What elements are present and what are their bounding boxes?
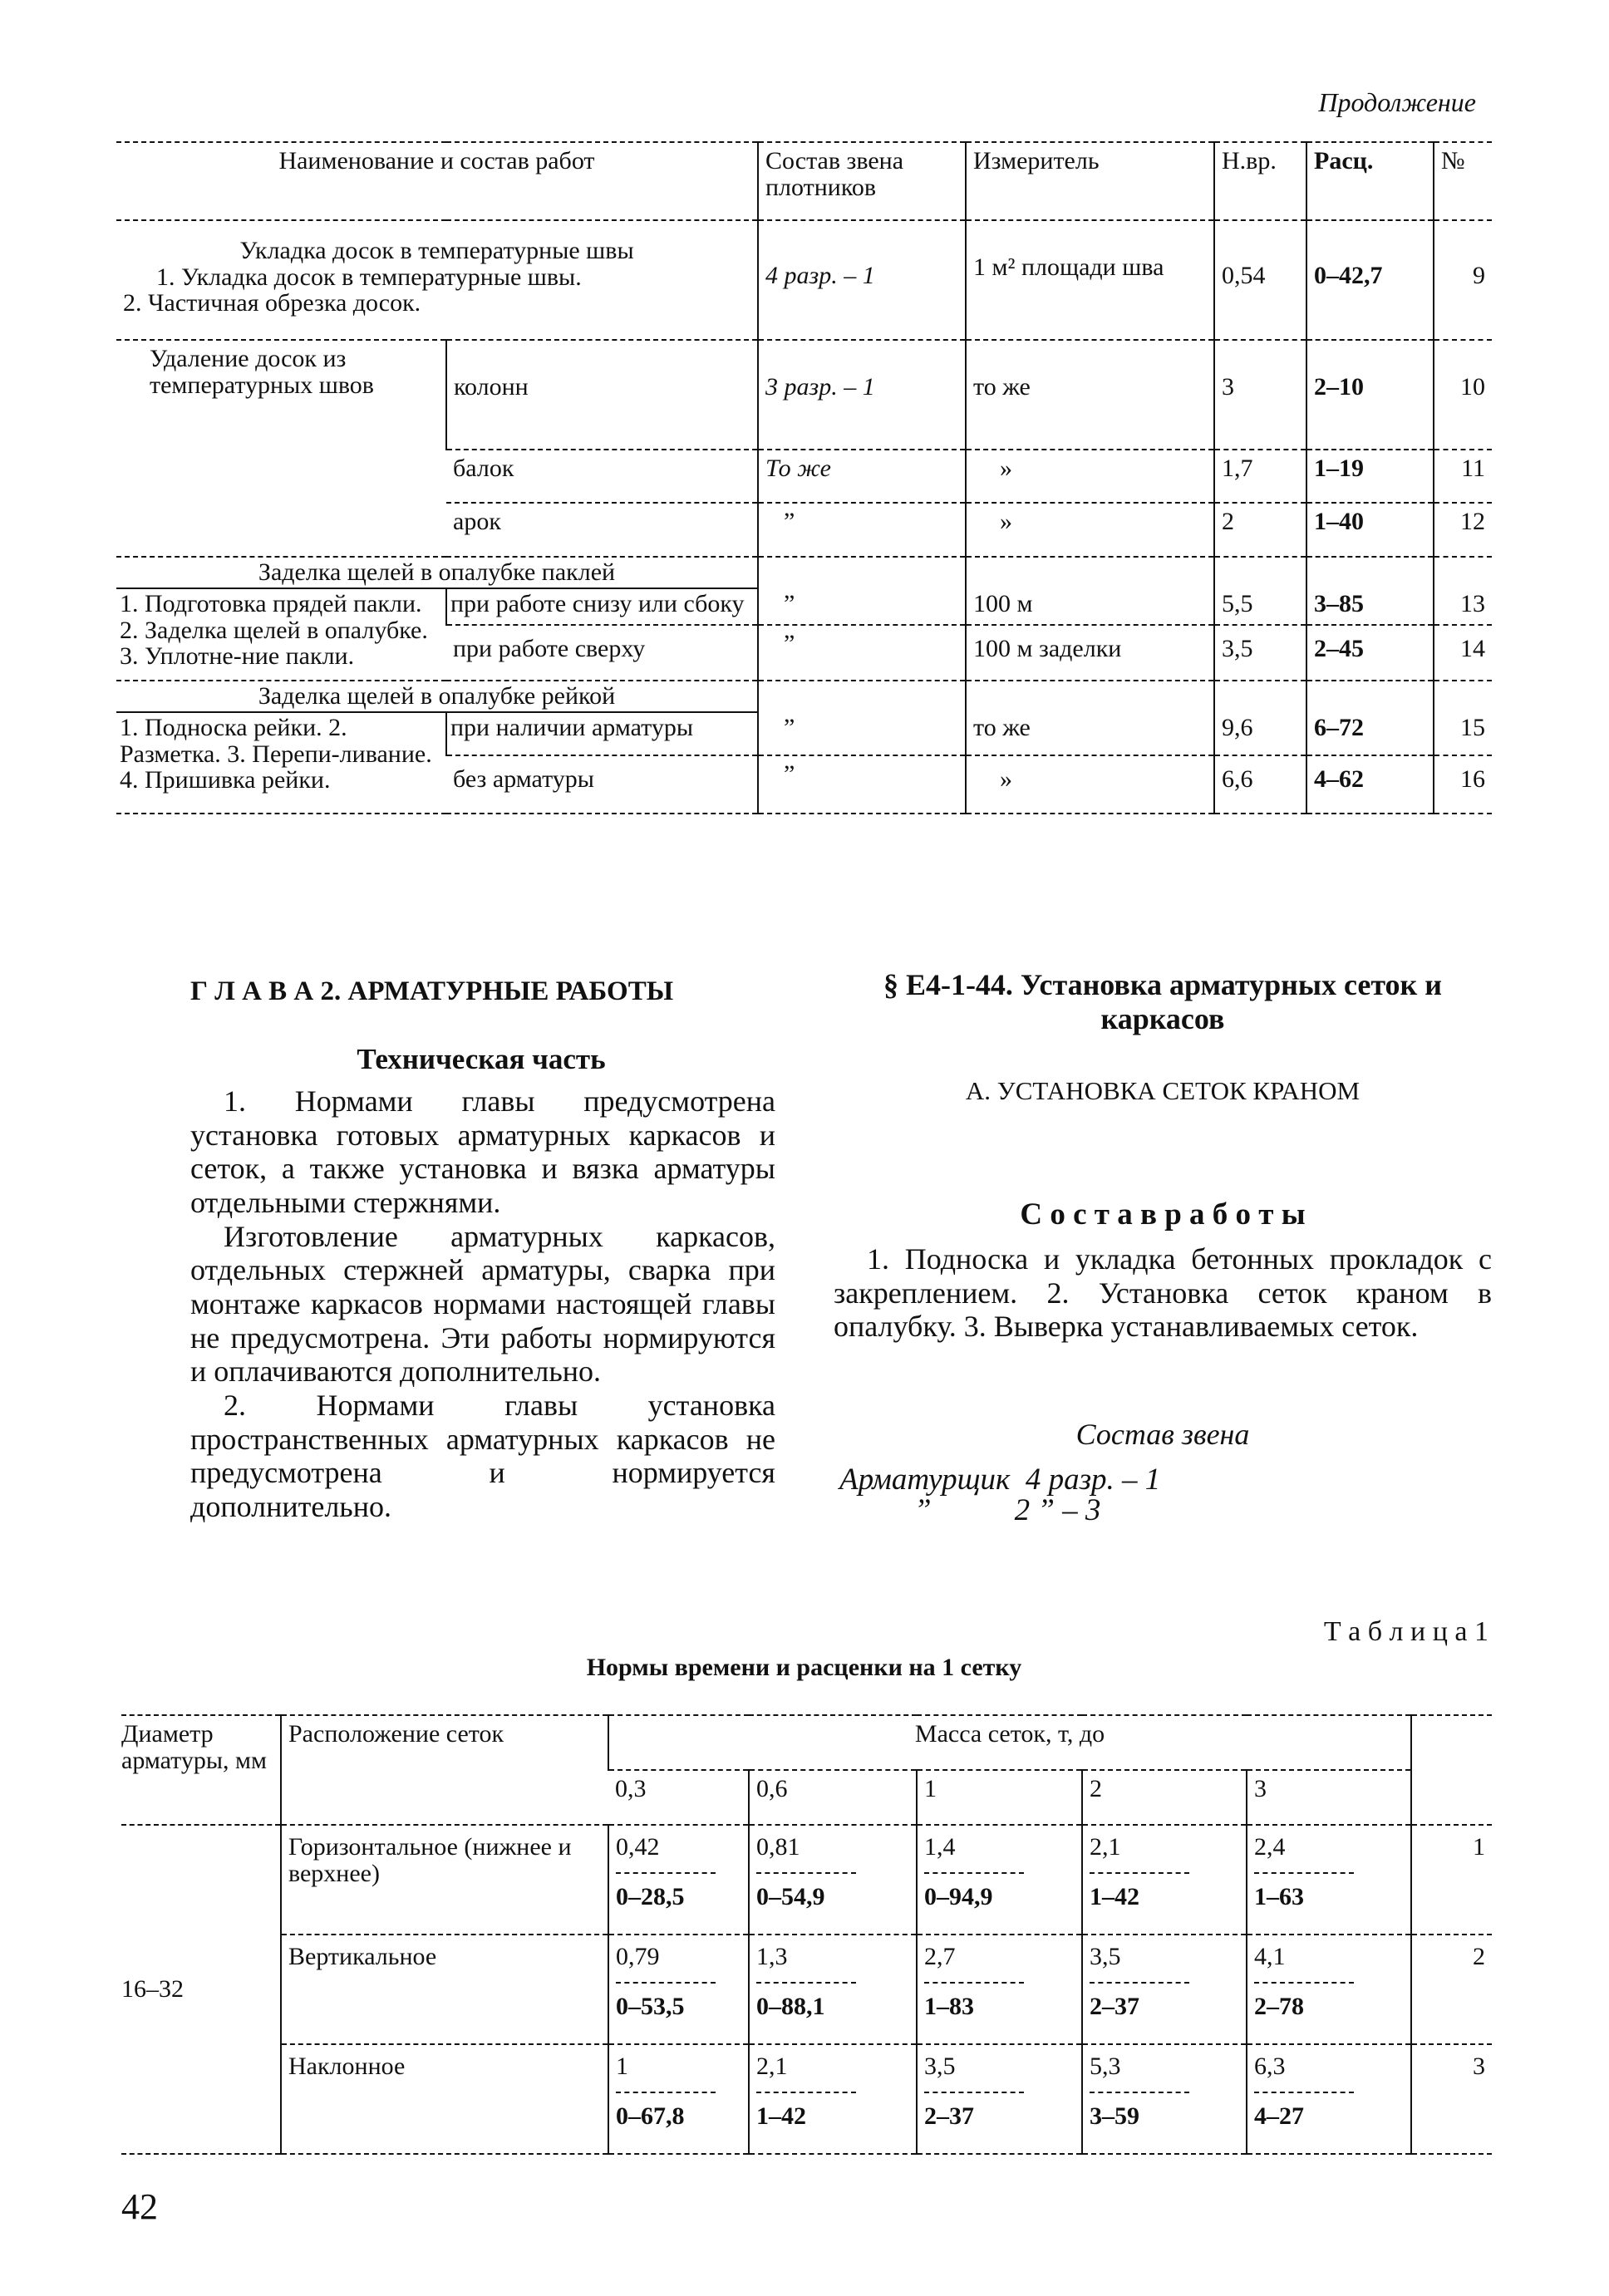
work-desc: 1. Подноска рейки. 2. Разметка. 3. Перепи-ливание. 4. Пришивка рейки. bbox=[120, 714, 432, 794]
norm: 4,1 bbox=[1254, 1943, 1286, 1970]
norm: 9,6 bbox=[1214, 681, 1306, 755]
crew-role: Арматурщик bbox=[839, 1463, 1011, 1497]
norm-rate-cell bbox=[1247, 2044, 1411, 2154]
crew: То же bbox=[758, 450, 966, 503]
norm: 3,5 bbox=[1090, 1943, 1121, 1970]
norm: 5,3 bbox=[1090, 2053, 1121, 2080]
rate: 1–83 bbox=[924, 1992, 974, 2020]
norm: 1,3 bbox=[756, 1943, 788, 1970]
unit: » bbox=[966, 503, 1214, 557]
rate: 0–54,9 bbox=[756, 1882, 825, 1910]
norm: 3,5 bbox=[1214, 625, 1306, 681]
section-title: Заделка щелей в опалубке паклей bbox=[116, 557, 758, 588]
header-name: Наименование и состав работ bbox=[116, 142, 758, 220]
unit: 1 м² площади шва bbox=[966, 220, 1214, 340]
subsection-heading: А. УСТАНОВКА СЕТОК КРАНОМ bbox=[965, 1076, 1361, 1105]
norm: 2,1 bbox=[1090, 1833, 1121, 1861]
unit: 100 м bbox=[966, 557, 1214, 625]
norm: 6,3 bbox=[1254, 2053, 1286, 2080]
norm-rate-cell bbox=[1082, 2044, 1247, 2154]
header-rate: Расц. bbox=[1306, 142, 1434, 220]
norm-rate-cell bbox=[608, 2044, 749, 2154]
norm: 1,7 bbox=[1214, 450, 1306, 503]
norm: 3 bbox=[1214, 340, 1306, 450]
rate: 6–72 bbox=[1306, 681, 1434, 755]
removal-label: Удаление досок из температурных швов bbox=[116, 340, 446, 557]
paragraph: Изготовление арматурных каркасов, отдельных стержней арматуры, сварка при монтаже каркасов нормами настоящей главы не предусмотрена. Эти работы нормируются и оплачиваются дополнительно. bbox=[190, 1219, 775, 1389]
rate: 2–45 bbox=[1306, 625, 1434, 681]
norm-rate-cell bbox=[749, 1935, 917, 2044]
crew: ” bbox=[758, 681, 966, 755]
header-norm: Н.вр. bbox=[1214, 142, 1306, 220]
paragraph: 1. Нормами главы предусмотрена установка готовых арматурных каркасов и сеток, а также установка и вязка арматуры отдельными стержнями. bbox=[190, 1084, 775, 1220]
rate: 1–63 bbox=[1254, 1882, 1304, 1910]
row-desc: 2. Частичная обрезка досок. bbox=[123, 289, 421, 317]
row-no: 9 bbox=[1434, 220, 1492, 340]
norm: 2,7 bbox=[924, 1943, 956, 1970]
unit: » bbox=[966, 450, 1214, 503]
work-composition-text: 1. Подноска и укладка бетонных прокладок с закреплением. 2. Установка сеток краном в опалубку. 3. Выверка устанавливаемых сеток. bbox=[834, 1242, 1492, 1344]
item: при наличии арматуры bbox=[446, 712, 758, 755]
row-no: 15 bbox=[1434, 681, 1492, 755]
rate: 2–37 bbox=[924, 2102, 974, 2130]
rate: 3–59 bbox=[1090, 2102, 1139, 2130]
norm-rate-cell bbox=[1082, 1935, 1247, 2044]
norm: 2,4 bbox=[1254, 1833, 1286, 1861]
row-no: 10 bbox=[1434, 340, 1492, 450]
item: при работе сверху bbox=[446, 625, 758, 681]
norm: 0,81 bbox=[756, 1833, 800, 1861]
chapter-heading: Г Л А В А 2. АРМАТУРНЫЕ РАБОТЫ bbox=[190, 976, 674, 1006]
norm: 0,42 bbox=[616, 1833, 660, 1861]
norm-rate-cell bbox=[608, 1825, 749, 1935]
technical-part-heading: Техническая часть bbox=[357, 1043, 606, 1075]
rate: 0–67,8 bbox=[616, 2102, 685, 2130]
rate: 4–62 bbox=[1306, 755, 1434, 814]
item: балок bbox=[446, 450, 758, 503]
work-desc: 1. Подготовка прядей пакли. 2. Заделка щелей в опалубке. 3. Уплотне-ние пакли. bbox=[120, 590, 428, 670]
crew: 3 разр. – 1 bbox=[758, 340, 966, 450]
norm: 0,79 bbox=[616, 1943, 660, 1970]
rate: 0–88,1 bbox=[756, 1992, 825, 2020]
norm-rate-cell bbox=[749, 1825, 917, 1935]
row-no: 1 bbox=[1411, 1825, 1492, 1935]
crew: ” bbox=[758, 755, 966, 814]
norm: 5,5 bbox=[1214, 557, 1306, 625]
position: Вертикальное bbox=[281, 1935, 608, 2044]
table-row bbox=[116, 340, 1492, 450]
norm-rate-cell bbox=[917, 1825, 1082, 1935]
norm-rate-cell bbox=[608, 1935, 749, 2044]
crew-heading: Состав звена bbox=[1075, 1418, 1250, 1451]
row-desc: 1. Укладка досок в температурные швы. bbox=[156, 263, 582, 291]
header-no: № bbox=[1434, 142, 1492, 220]
rate: 4–27 bbox=[1254, 2102, 1304, 2130]
crew: 4 разр. – 1 bbox=[758, 220, 966, 340]
crew: ” bbox=[758, 625, 966, 681]
norm: 2 bbox=[1214, 503, 1306, 557]
rate: 2–78 bbox=[1254, 1992, 1304, 2020]
norms-table-continued bbox=[116, 141, 1492, 814]
row-no: 3 bbox=[1411, 2044, 1492, 2154]
norm: 1 bbox=[616, 2053, 628, 2080]
crew: ” bbox=[758, 503, 966, 557]
page-number: 42 bbox=[121, 2186, 158, 2227]
table-title: Нормы времени и расценки на 1 сетку bbox=[586, 1654, 1022, 1681]
rate: 0–28,5 bbox=[616, 1882, 685, 1910]
rate: 0–94,9 bbox=[924, 1882, 993, 1910]
mass-col: 3 bbox=[1247, 1770, 1411, 1825]
table-row bbox=[121, 2044, 1492, 2154]
crew-list bbox=[839, 1464, 1160, 1526]
row-no: 16 bbox=[1434, 755, 1492, 814]
norm-rate-cell bbox=[749, 2044, 917, 2154]
row-no: 12 bbox=[1434, 503, 1492, 557]
norm: 2,1 bbox=[756, 2053, 788, 2080]
header-diameter: Диаметр арматуры, мм bbox=[121, 1715, 281, 1825]
mass-col: 0,3 bbox=[615, 1775, 647, 1802]
unit: то же bbox=[966, 340, 1214, 450]
rate: 2–37 bbox=[1090, 1992, 1139, 2020]
row-no: 2 bbox=[1411, 1935, 1492, 2044]
position: Горизонтальное (нижнее и верхнее) bbox=[281, 1825, 608, 1935]
header-crew: Состав звена плотников bbox=[758, 142, 966, 220]
crew-ditto: ” bbox=[914, 1493, 932, 1527]
position: Наклонное bbox=[281, 2044, 608, 2154]
norm: 3,5 bbox=[924, 2053, 956, 2080]
unit: 100 м заделки bbox=[966, 625, 1214, 681]
norm: 0,54 bbox=[1214, 220, 1306, 340]
norm-rate-cell bbox=[1247, 1935, 1411, 2044]
table-row bbox=[121, 1825, 1492, 1935]
item: колонн bbox=[446, 340, 758, 450]
unit: » bbox=[966, 755, 1214, 814]
norms-table-1 bbox=[121, 1714, 1492, 2155]
table-label: Т а б л и ц а 1 bbox=[1323, 1616, 1488, 1647]
work-composition-heading: С о с т а в р а б о т ы bbox=[1020, 1197, 1306, 1232]
crew-line: 2 ” – 3 bbox=[1014, 1493, 1101, 1527]
rate: 0–42,7 bbox=[1306, 220, 1434, 340]
row-no: 13 bbox=[1434, 557, 1492, 625]
rate: 0–53,5 bbox=[616, 1992, 685, 2020]
rate: 1–42 bbox=[1090, 1882, 1139, 1910]
rate: 2–10 bbox=[1306, 340, 1434, 450]
section-heading: § Е4-1-44. Установка арматурных сеток и каркасов bbox=[883, 968, 1443, 1036]
header-unit: Измеритель bbox=[966, 142, 1214, 220]
table-row bbox=[121, 1935, 1492, 2044]
rate: 1–19 bbox=[1306, 450, 1434, 503]
norm: 6,6 bbox=[1214, 755, 1306, 814]
mass-col: 2 bbox=[1082, 1770, 1247, 1825]
table-row bbox=[116, 220, 1492, 340]
norm: 1,4 bbox=[924, 1833, 956, 1861]
technical-text bbox=[190, 1084, 775, 1524]
unit: то же bbox=[966, 681, 1214, 755]
rate: 1–42 bbox=[756, 2102, 806, 2130]
rate: 3–85 bbox=[1306, 557, 1434, 625]
continuation-label: Продолжение bbox=[1318, 87, 1476, 117]
norm-rate-cell bbox=[917, 1935, 1082, 2044]
mass-col: 0,6 bbox=[749, 1770, 917, 1825]
mass-col: 1 bbox=[917, 1770, 1082, 1825]
item: без арматуры bbox=[446, 755, 758, 814]
norm-rate-cell bbox=[1247, 1825, 1411, 1935]
diameter: 16–32 bbox=[121, 1825, 281, 2154]
item: арок bbox=[446, 503, 758, 557]
row-no: 11 bbox=[1434, 450, 1492, 503]
header-no bbox=[1411, 1715, 1492, 1825]
rate: 1–40 bbox=[1306, 503, 1434, 557]
item: при работе снизу или сбоку bbox=[446, 588, 758, 625]
norm-rate-cell bbox=[917, 2044, 1082, 2154]
paragraph: 2. Нормами главы установка пространственных арматурных каркасов не предусмотрена и нормируется дополнительно. bbox=[190, 1389, 775, 1524]
header-mass: Масса сеток, т, до bbox=[608, 1715, 1411, 1770]
section-title: Заделка щелей в опалубке рейкой bbox=[116, 681, 758, 712]
row-title: Укладка досок в температурные швы bbox=[239, 237, 634, 264]
crew-line: 4 разр. – 1 bbox=[1025, 1463, 1161, 1497]
header-position: Расположение сеток bbox=[281, 1715, 608, 1825]
row-no: 14 bbox=[1434, 625, 1492, 681]
crew: ” bbox=[758, 557, 966, 625]
norm-rate-cell bbox=[1082, 1825, 1247, 1935]
